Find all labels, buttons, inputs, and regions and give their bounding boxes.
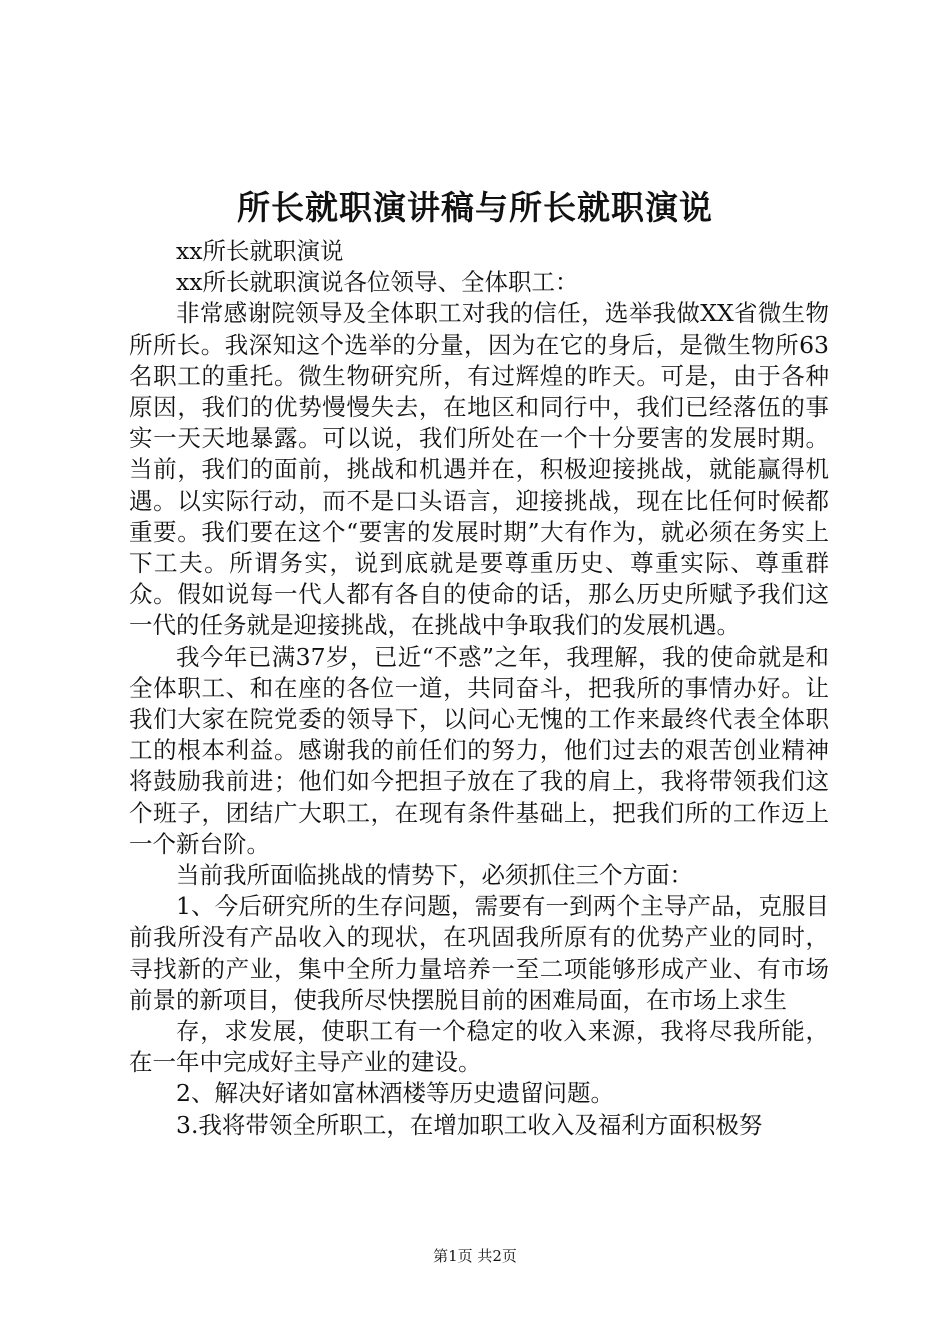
document-title: 所长就职演讲稿与所长就职演说	[237, 188, 713, 227]
list-item-1: 1、今后研究所的生存问题，需要有一到两个主导产品，克服目前我所没有产品收入的现状，在巩固我所原有的优势产业的同时，寻找新的产业，集中全所力量培养一至二项能够形成产业、有市场前景的新项目，使我所尽快摆脱目前的困难局面，在市场上求生	[129, 892, 829, 1014]
page-number: 第1页 共2页	[433, 1247, 517, 1265]
paragraph: 我今年已满37岁，已近“不惑”之年，我理解，我的使命就是和全体职工、和在座的各位一道，共同奋斗，把我所的事情办好。让我们大家在院党委的领导下，以问心无愧的工作来最终代表全体职工的根本利益。感谢我的前任们的努力，他们过去的艰苦创业精神将鼓励我前进；他们如今把担子放在了我的肩上，我将带领我们这个班子，团结广大职工，在现有条件基础上，把我们所的工作迈上一个新台阶。	[129, 642, 829, 858]
document-body	[129, 236, 829, 1141]
list-item-2: 2、解决好诸如富林酒楼等历史遗留问题。	[176, 1079, 614, 1108]
paragraph: 当前我所面临挑战的情势下，必须抓住三个方面：	[176, 861, 693, 890]
paragraph: 非常感谢院领导及全体职工对我的信任，选举我做XX省微生物所所长。我深知这个选举的分量，因为在它的身后，是微生物所63名职工的重托。微生物研究所，有过辉煌的昨天。可是，由于各种原因，我们的优势慢慢失去，在地区和同行中，我们已经落伍的事实一天天地暴露。可以说，我们所处在一个十分要害的发展时期。当前，我们的面前，挑战和机遇并在，积极迎接挑战，就能赢得机遇。以实际行动，而不是口头语言，迎接挑战，现在比任何时候都重要。我们要在这个“要害的发展时期”大有作为，就必须在务实上下工夫。所谓务实，说到底就是要尊重历史、尊重实际、尊重群众。假如说每一代人都有各自的使命的话，那么历史所赋予我们这一代的任务就是迎接挑战，在挑战中争取我们的发展机遇。	[129, 299, 829, 640]
paragraph-heading: xx所长就职演说	[176, 237, 344, 265]
paragraph-continuation: 存，求发展，使职工有一个稳定的收入来源，我将尽我所能，在一年中完成好主导产业的建设。	[129, 1017, 829, 1077]
paragraph-salutation: xx所长就职演说各位领导、全体职工：	[176, 268, 579, 297]
list-item-3: 3.我将带领全所职工，在增加职工收入及福利方面积极努	[176, 1110, 763, 1139]
